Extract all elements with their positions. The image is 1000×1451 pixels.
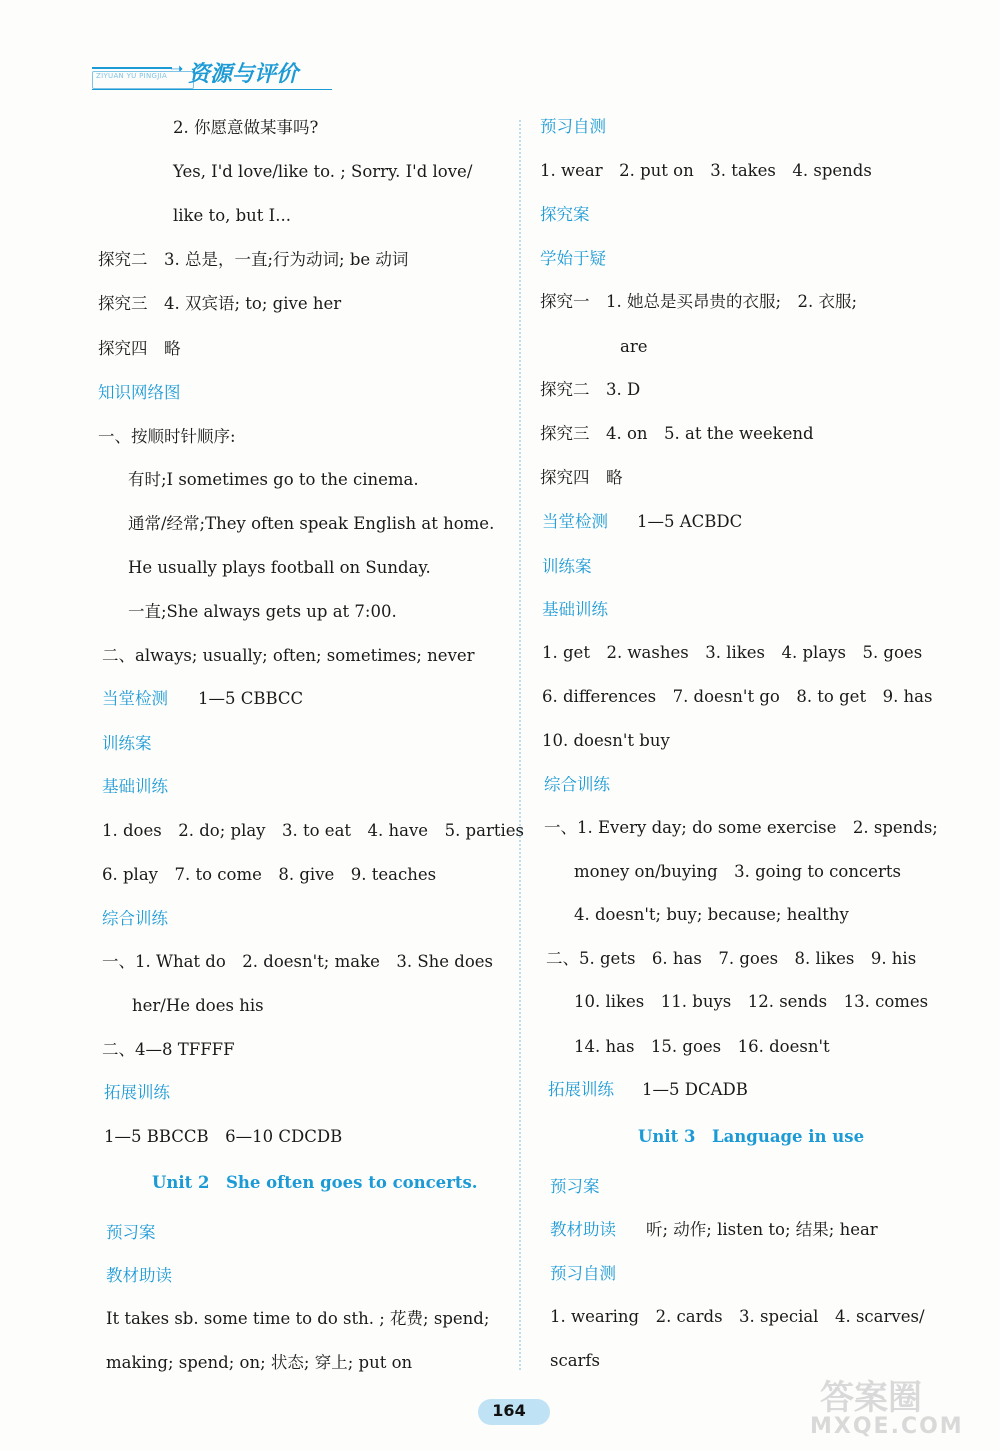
right-line: 探究一 1. 她总是买昂贵的衣服; 2. 衣服; bbox=[540, 292, 858, 311]
watermark-url: MXQE.COM bbox=[810, 1414, 964, 1439]
section-heading: 学始于疑 bbox=[540, 249, 606, 268]
left-line: 探究二 3. 总是，一直;行为动词; be 动词 bbox=[98, 250, 409, 269]
right-line: 14. has 15. goes 16. doesn't bbox=[574, 1037, 830, 1056]
right-line: 1. get 2. washes 3. likes 4. plays 5. goes bbox=[542, 643, 923, 662]
section-heading: 预习案 bbox=[106, 1223, 156, 1242]
unit-title: Unit 2 She often goes to concerts. bbox=[152, 1173, 478, 1192]
section-heading: 训练案 bbox=[102, 734, 152, 753]
left-line: 二、4—8 TFFFF bbox=[102, 1040, 235, 1059]
left-line: 1. does 2. do; play 3. to eat 4. have 5. parties bbox=[102, 821, 524, 840]
page-number-badge bbox=[478, 1397, 558, 1427]
right-line: 6. differences 7. doesn't go 8. to get 9. has bbox=[542, 687, 933, 706]
header-title: 资源与评价 bbox=[188, 62, 299, 87]
right-line: 探究二 3. D bbox=[540, 380, 641, 399]
right-line: 听; 动作; listen to; 结果; hear bbox=[646, 1220, 878, 1239]
page-number: 164 bbox=[492, 1401, 526, 1420]
left-line: 一直;She always gets up at 7:00. bbox=[128, 602, 397, 621]
watermark-logo-text: 答案圈 bbox=[820, 1378, 922, 1418]
section-heading: 当堂检测 bbox=[542, 512, 608, 531]
header-rule bbox=[92, 67, 172, 69]
left-line: 2. 你愿意做某事吗? bbox=[173, 118, 319, 137]
section-heading: 基础训练 bbox=[102, 777, 168, 796]
section-heading: 训练案 bbox=[542, 557, 592, 576]
section-heading: 预习自测 bbox=[550, 1264, 616, 1283]
section-heading: 综合训练 bbox=[544, 775, 610, 794]
left-line: 通常/经常;They often speak English at home. bbox=[128, 514, 495, 533]
right-line: 1—5 ACBDC bbox=[637, 512, 743, 531]
unit-title: Unit 3 Language in use bbox=[638, 1127, 865, 1146]
right-line: 10. doesn't buy bbox=[542, 731, 670, 750]
right-line: 4. doesn't; buy; because; healthy bbox=[574, 905, 849, 924]
arrow-icon: ➝ bbox=[170, 59, 184, 78]
right-line: 1. wearing 2. cards 3. special 4. scarves/ bbox=[550, 1307, 925, 1326]
right-line: 一、1. Every day; do some exercise 2. spends; bbox=[544, 818, 938, 837]
right-line: 探究四 略 bbox=[540, 468, 623, 487]
left-line: 探究四 略 bbox=[98, 339, 181, 358]
left-line: He usually plays football on Sunday. bbox=[128, 558, 431, 577]
left-line: 1—5 CBBCC bbox=[198, 689, 304, 708]
section-heading: 拓展训练 bbox=[104, 1083, 170, 1102]
section-heading: 拓展训练 bbox=[548, 1080, 614, 1099]
section-heading: 综合训练 bbox=[102, 909, 168, 928]
watermark bbox=[800, 1370, 990, 1445]
right-line: 二、5. gets 6. has 7. goes 8. likes 9. his bbox=[546, 949, 917, 968]
right-line: 探究三 4. on 5. at the weekend bbox=[540, 424, 814, 443]
right-line: 1. wear 2. put on 3. takes 4. spends bbox=[540, 161, 872, 180]
left-line: 6. play 7. to come 8. give 9. teaches bbox=[102, 865, 437, 884]
section-heading: 教材助读 bbox=[550, 1220, 616, 1239]
right-line: 1—5 DCADB bbox=[642, 1080, 748, 1099]
left-line: It takes sb. some time to do sth. ; 花费; spend; bbox=[106, 1309, 490, 1328]
left-line: her/He does his bbox=[132, 996, 264, 1015]
left-line: like to, but I... bbox=[173, 206, 291, 225]
page-header bbox=[92, 55, 342, 91]
left-line: 一、按顺时针顺序: bbox=[98, 427, 236, 446]
left-line: 1—5 BBCCB 6—10 CDCDB bbox=[104, 1127, 343, 1146]
header-pinyin: ZIYUAN YU PINGJIA bbox=[96, 72, 168, 80]
left-line: 一、1. What do 2. doesn't; make 3. She does bbox=[102, 952, 493, 971]
left-line: making; spend; on; 状态; 穿上; put on bbox=[106, 1353, 413, 1372]
left-line: Yes, I'd love/like to. ; Sorry. I'd love/ bbox=[173, 162, 473, 181]
section-heading: 预习自测 bbox=[540, 117, 606, 136]
section-heading: 预习案 bbox=[550, 1177, 600, 1196]
right-line: 10. likes 11. buys 12. sends 13. comes bbox=[574, 992, 929, 1011]
section-heading: 探究案 bbox=[540, 205, 590, 224]
section-heading: 教材助读 bbox=[106, 1266, 172, 1285]
header-underline bbox=[92, 89, 332, 90]
left-line: 二、always; usually; often; sometimes; never bbox=[102, 646, 475, 665]
right-line: are bbox=[620, 337, 648, 356]
section-heading: 知识网络图 bbox=[98, 383, 181, 402]
column-divider bbox=[519, 120, 521, 1370]
right-line: scarfs bbox=[550, 1351, 601, 1370]
section-heading: 基础训练 bbox=[542, 600, 608, 619]
left-line: 有时;I sometimes go to the cinema. bbox=[128, 470, 419, 489]
section-heading: 当堂检测 bbox=[102, 689, 168, 708]
right-line: money on/buying 3. going to concerts bbox=[574, 862, 901, 881]
left-line: 探究三 4. 双宾语; to; give her bbox=[98, 294, 342, 313]
